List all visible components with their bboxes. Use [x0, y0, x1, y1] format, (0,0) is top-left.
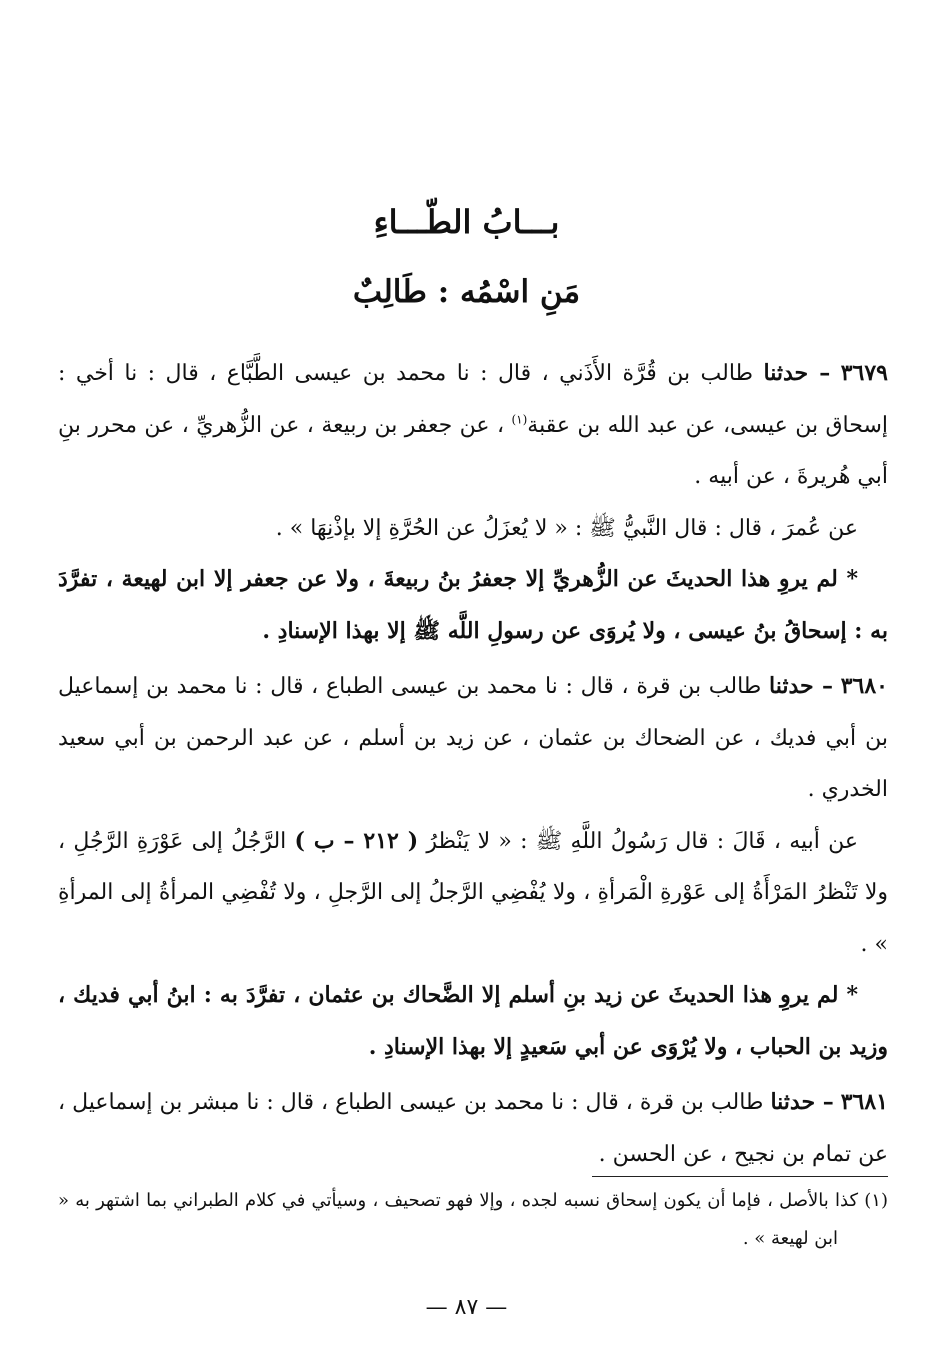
isnad-text: طالب بن قُرَّة الأَذَني ، قال : نا محمد بن عيسى الطَّبَّاع ، قال : نا أخي : إسحاق بن عيسى، عن عبد الله بن عقبة — [58, 361, 888, 438]
hadith-3680-comment: * لم يروِ هذا الحديثَ عن زيد بنِ أسلم إلا الضَّحاك بن عثمان ، تفرَّدَ به : ابنُ أبي فديك ، وزيد بن الحباب ، ولا يُرْوَى عن أبي سَعيدٍ إلا بهذا الإسنادِ . — [58, 982, 888, 1060]
section-title: مَنِ اسْمُه : طَالِبٌ — [352, 274, 581, 310]
hadith-3681-isnad — [58, 1077, 888, 1180]
footnote-text: كذا بالأصل ، فإما أن يكون إسحاق نسبه لجده ، وإلا فهو تصحيف ، وسيأتي في كلام الطبراني بما اشتهر به « ابن لهيعة » . — [58, 1190, 859, 1249]
folio-marker: ( ٢١٢ – ب ) — [294, 827, 419, 854]
hadith-number: ٣٦٨١ — [840, 1089, 888, 1115]
chapter-title: بـــابُ الطّـــاءِ — [373, 203, 560, 241]
isnad-text-rest: ، عن جعفر بن ربيعة ، عن الزُّهريِّ ، عن محرر بنِ أبي هُريرةَ ، عن أبيه . — [58, 412, 888, 489]
hadith-lead: – حدثنا — [770, 1089, 834, 1115]
hadith-3679-isnad — [58, 348, 888, 503]
footnote-divider — [592, 1176, 888, 1177]
footnote-reference: (١) — [511, 412, 528, 427]
hadith-3679-comment: * لم يروِ هذا الحديثَ عن الزُّهريِّ إلا جعفرُ بنُ ربيعةَ ، ولا عن جعفر إلا ابن لهيعة ، تفرَّدَ به : إسحاقُ بنُ عيسى ، ولا يُروَى عن رسولِ اللَّه ﷺ إلا بهذا الإسنادِ . — [58, 566, 888, 644]
matn-text-rest: الرَّجُلُ إلى عَوْرَةِ الرَّجُلِ ، ولا تَنْظرُ المَرْأَةُ إلى عَوْرةِ الْمَرأةِ ، ولا يُفْضِي الرَّجلُ إلى الرَّجلِ ، ولا تُفْضِي المرأةُ إلى المرأةِ » . — [58, 828, 888, 957]
isnad-text: طالب بن قرة ، قال : نا محمد بن عيسى الطباع ، قال : نا مبشر بن إسماعيل ، عن تمام بن نجيح ، عن الحسن . — [58, 1090, 888, 1167]
hadith-lead: – حدثنا — [769, 673, 834, 699]
page-number: — ٨٧ — — [425, 1295, 508, 1320]
footnote-marker: (١) — [864, 1190, 888, 1211]
hadith-3679-matn: عن عُمرَ ، قال : قال النَّبيُّ ﷺ : « لا يُعزَلُ عن الحُرَّةِ إلا بإذْنِهَا » . — [275, 515, 858, 541]
hadith-3680-isnad — [58, 661, 888, 816]
footnotes — [58, 1182, 888, 1258]
isnad-text: طالب بن قرة ، قال : نا محمد بن عيسى الطباع ، قال : نا محمد بن إسماعيل بن أبي فديك ، عن الضحاك بن عثمان ، عن زيد بن أسلم ، عن عبد الرحمن بن أبي سعيد الخدري . — [58, 674, 888, 802]
hadith-3680-matn — [58, 816, 888, 971]
hadith-number: ٣٦٨٠ — [840, 673, 888, 699]
main-text — [58, 348, 888, 1180]
footnote-item — [58, 1182, 888, 1258]
hadith-number: ٣٦٧٩ — [840, 360, 888, 386]
matn-text: عن أبيه ، قَالَ : قال رَسُولُ اللَّهِ ﷺ : « لا يَنْظرُ — [426, 828, 859, 854]
hadith-lead: – حدثنا — [763, 360, 831, 386]
